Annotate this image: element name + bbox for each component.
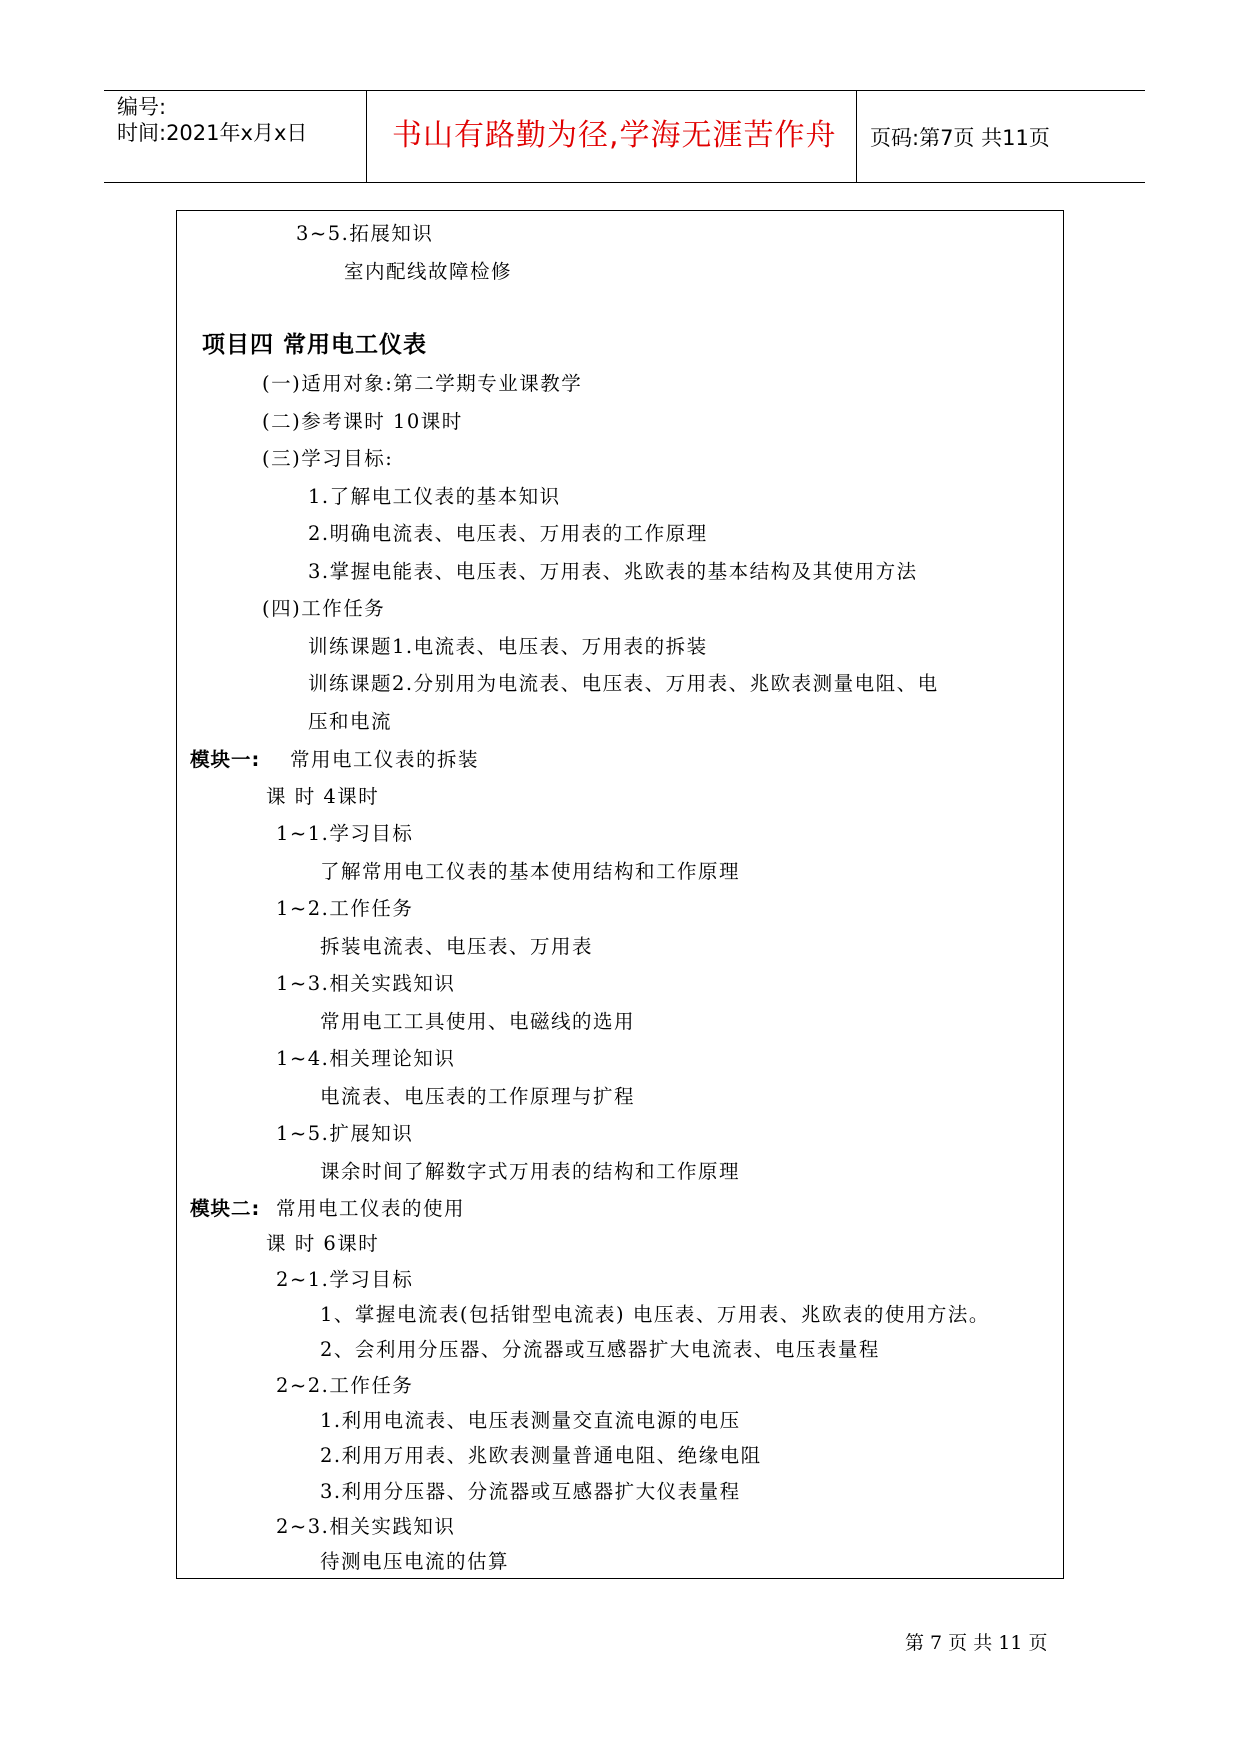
objective-3: 3.掌握电能表、电压表、万用表、兆欧表的基本结构及其使用方法 (308, 560, 918, 583)
line-hours: (二)参考课时 10课时 (262, 410, 463, 433)
m1-2-text: 拆装电流表、电压表、万用表 (320, 935, 594, 958)
header-top-rule (104, 90, 1145, 91)
task-1: 训练课题1.电流表、电压表、万用表的拆装 (308, 635, 708, 658)
m1-5-heading: 1~5.扩展知识 (276, 1122, 414, 1145)
objective-2: 2.明确电流表、电压表、万用表的工作原理 (308, 522, 708, 545)
header-time-label: 时间:2021年x月x日 (117, 121, 308, 145)
m2-1-item-1: 1、掌握电流表(包括钳型电流表) 电压表、万用表、兆欧表的使用方法。 (320, 1303, 990, 1326)
m2-1-heading: 2~1.学习目标 (276, 1268, 414, 1291)
m1-3-heading: 1~3.相关实践知识 (276, 972, 456, 995)
line-objectives: (三)学习目标: (262, 447, 394, 470)
module-1-hours: 课 时 4课时 (266, 785, 380, 808)
objective-1: 1.了解电工仪表的基本知识 (308, 485, 561, 508)
line-tasks: (四)工作任务 (262, 597, 386, 620)
m1-4-heading: 1~4.相关理论知识 (276, 1047, 456, 1070)
m2-2-item-3: 3.利用分压器、分流器或互感器扩大仪表量程 (320, 1480, 741, 1503)
line-target: (一)适用对象:第二学期专业课教学 (262, 372, 583, 395)
m1-2-heading: 1~2.工作任务 (276, 897, 414, 920)
module-2-hours: 课 时 6课时 (266, 1232, 380, 1255)
m1-3-text: 常用电工工具使用、电磁线的选用 (320, 1010, 636, 1033)
task-2: 训练课题2.分别用为电流表、电压表、万用表、兆欧表测量电阻、电 (308, 672, 939, 695)
m2-2-item-2: 2.利用万用表、兆欧表测量普通电阻、绝缘电阻 (320, 1444, 762, 1467)
line-3-5-text: 室内配线故障检修 (344, 260, 513, 283)
header-divider-left (366, 90, 367, 182)
header-number-label: 编号: (117, 95, 167, 119)
module-2-label: 模块二: (190, 1197, 261, 1220)
m1-1-text: 了解常用电工仪表的基本使用结构和工作原理 (320, 860, 741, 883)
header-bottom-rule (104, 182, 1145, 183)
m2-3-heading: 2~3.相关实践知识 (276, 1515, 456, 1538)
header-motto: 书山有路勤为径,学海无涯苦作舟 (392, 118, 837, 153)
line-3-5-heading: 3~5.拓展知识 (296, 222, 434, 245)
footer-page-number: 第 7 页 共 11 页 (905, 1632, 1048, 1654)
m2-1-item-2: 2、会利用分压器、分流器或互感器扩大电流表、电压表量程 (320, 1338, 880, 1361)
m1-1-heading: 1~1.学习目标 (276, 822, 414, 845)
module-1-label: 模块一: (190, 748, 261, 771)
header-divider-right (856, 90, 857, 182)
module-2-title: 常用电工仪表的使用 (276, 1197, 466, 1220)
m1-4-text: 电流表、电压表的工作原理与扩程 (320, 1085, 636, 1108)
module-1-title: 常用电工仪表的拆装 (290, 748, 480, 771)
task-2-cont: 压和电流 (308, 710, 393, 733)
header-page-label: 页码:第7页 共11页 (870, 126, 1050, 150)
m2-2-heading: 2~2.工作任务 (276, 1374, 414, 1397)
project-four-title: 项目四 常用电工仪表 (202, 332, 428, 358)
m1-5-text: 课余时间了解数字式万用表的结构和工作原理 (320, 1160, 741, 1183)
m2-3-text: 待测电压电流的估算 (320, 1550, 510, 1573)
m2-2-item-1: 1.利用电流表、电压表测量交直流电源的电压 (320, 1409, 741, 1432)
